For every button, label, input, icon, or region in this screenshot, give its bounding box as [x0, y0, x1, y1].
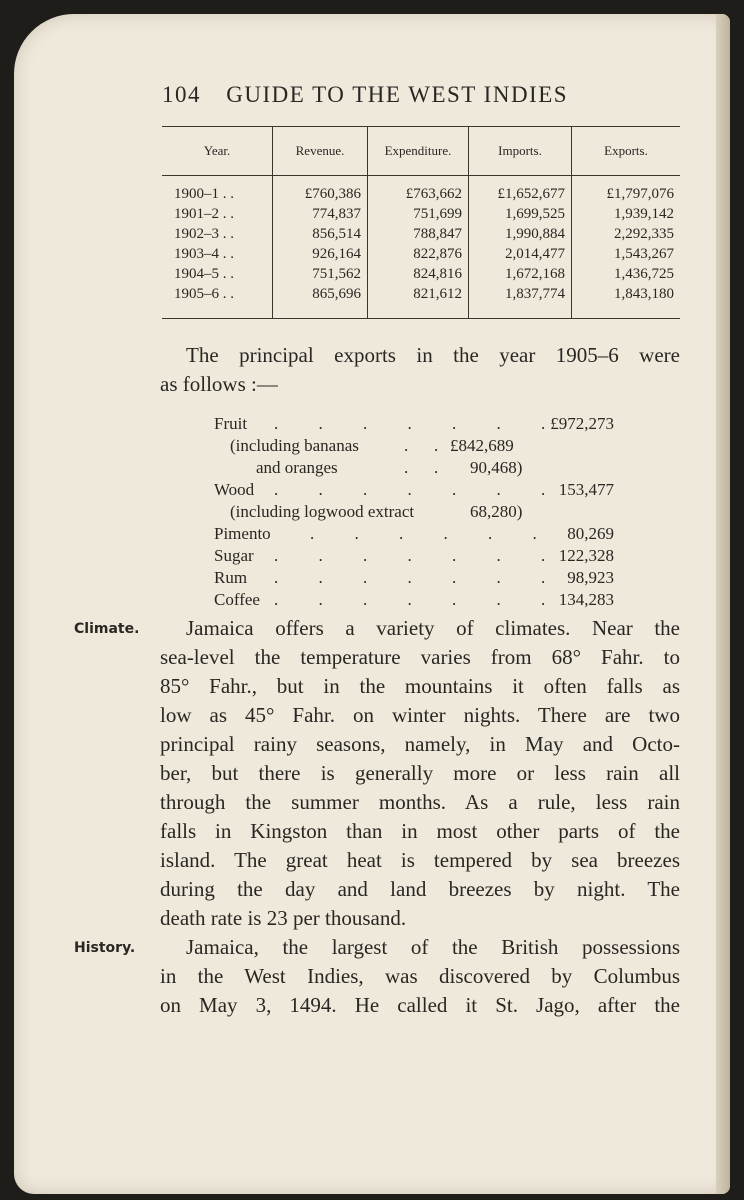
- text-line: death rate is 23 per thousand.: [160, 906, 407, 930]
- revenue-cell: 926,164: [273, 244, 368, 264]
- text-line: low as 45° Fahr. on winter nights. There are two: [160, 703, 680, 727]
- revenue-cell: 856,514: [273, 224, 368, 244]
- year-cell: 1901–2 . .: [174, 205, 234, 222]
- exports-cell: 1,939,142: [572, 204, 681, 224]
- table-row: [162, 224, 680, 244]
- year-cell: 1902–3 . .: [174, 225, 234, 242]
- imports-cell: £1,652,677: [469, 184, 572, 204]
- export-item: Wood . . . . . . . 153,477: [214, 480, 614, 499]
- column-header: Year.: [162, 127, 273, 176]
- table-header-row: [162, 127, 680, 176]
- table-row: [162, 204, 680, 224]
- revenue-cell: £760,386: [273, 184, 368, 204]
- exports-cell: 1,436,725: [572, 264, 681, 284]
- export-value: 122,328: [558, 546, 614, 565]
- table-row: [162, 264, 680, 284]
- text-line: in the West Indies, was discovered by Columbus: [160, 964, 680, 988]
- exports-cell: 2,292,335: [572, 224, 681, 244]
- column-header: Exports.: [572, 127, 681, 176]
- exports-cell: £1,797,076: [572, 184, 681, 204]
- exports-cell: 1,843,180: [572, 284, 681, 304]
- imports-cell: 1,699,525: [469, 204, 572, 224]
- export-item: Pimento . . . . . . 80,269: [214, 524, 614, 543]
- expenditure-cell: 822,876: [368, 244, 469, 264]
- year-cell: 1904–5 . .: [174, 265, 234, 282]
- year-cell: 1903–4 . .: [174, 245, 234, 262]
- export-note-label: and oranges: [256, 458, 338, 477]
- running-title: GUIDE TO THE WEST INDIES: [226, 82, 569, 107]
- book-page: [14, 14, 730, 1194]
- text-line: The principal exports in the year 1905–6 were: [186, 343, 680, 367]
- export-note-value: 90,468): [470, 458, 523, 477]
- margin-note-climate: Climate.: [74, 621, 140, 637]
- climate-paragraph: [160, 614, 680, 933]
- history-paragraph: [160, 933, 680, 1020]
- export-note-label: (including logwood extract: [230, 502, 415, 521]
- margin-note-history: History.: [74, 940, 136, 956]
- export-label: Coffee: [214, 590, 260, 609]
- expenditure-cell: £763,662: [368, 184, 469, 204]
- page-number: 104: [162, 82, 201, 107]
- imports-cell: 2,014,477: [469, 244, 572, 264]
- text-line: falls in Kingston than in most other parts of the: [160, 819, 680, 843]
- column-header: Expenditure.: [368, 127, 469, 176]
- export-note: and oranges . . 90,468): [256, 458, 523, 477]
- text-line: island. The great heat is tempered by sea breezes: [160, 848, 680, 872]
- revenue-cell: 774,837: [273, 204, 368, 224]
- year-cell: 1900–1 . .: [174, 185, 234, 202]
- text-line: principal rainy seasons, namely, in May and Octo-: [160, 732, 680, 756]
- expenditure-cell: 824,816: [368, 264, 469, 284]
- export-value: 80,269: [567, 524, 614, 543]
- export-label: Rum: [214, 568, 248, 587]
- text-line: on May 3, 1494. He called it St. Jago, after the: [160, 993, 680, 1017]
- text-line: 85° Fahr., but in the mountains it often falls as: [160, 674, 680, 698]
- imports-cell: 1,837,774: [469, 284, 572, 304]
- export-label: Pimento: [214, 524, 271, 543]
- exports-intro: [160, 341, 680, 399]
- exports-cell: 1,543,267: [572, 244, 681, 264]
- imports-cell: 1,672,168: [469, 264, 572, 284]
- text-line: sea-level the temperature varies from 68° Fahr. to: [160, 645, 680, 669]
- export-value: 153,477: [558, 480, 614, 499]
- export-value: £972,273: [550, 414, 614, 433]
- revenue-cell: 865,696: [273, 284, 368, 304]
- export-note: (including bananas . . £842,689: [230, 436, 514, 455]
- export-label: Fruit: [214, 414, 248, 433]
- exports-list: [214, 414, 614, 612]
- expenditure-cell: 821,612: [368, 284, 469, 304]
- imports-cell: 1,990,884: [469, 224, 572, 244]
- year-cell: 1905–6 . .: [174, 285, 234, 302]
- column-header: Imports.: [469, 127, 572, 176]
- export-note-value: 68,280): [470, 502, 523, 521]
- export-note: [214, 502, 614, 524]
- text-line: through the summer months. As a rule, less rain: [160, 790, 680, 814]
- export-label: Wood: [214, 480, 255, 499]
- expenditure-cell: 751,699: [368, 204, 469, 224]
- table-row: [162, 284, 680, 304]
- export-label: Sugar: [214, 546, 254, 565]
- expenditure-cell: 788,847: [368, 224, 469, 244]
- page-spine-edge: [716, 14, 730, 1194]
- export-note-label: (including bananas: [230, 436, 359, 455]
- export-item: Coffee . . . . . . . 134,283: [214, 590, 614, 609]
- column-header: Revenue.: [273, 127, 368, 176]
- table-row: [162, 184, 680, 204]
- export-item: Sugar . . . . . . . 122,328: [214, 546, 614, 565]
- text-line: Jamaica, the largest of the British possessions: [186, 935, 680, 959]
- export-note-value: £842,689: [450, 436, 514, 455]
- text-line: as follows :—: [160, 372, 278, 396]
- export-value: 98,923: [567, 568, 614, 587]
- text-line: ber, but there is generally more or less rain all: [160, 761, 680, 785]
- revenue-cell: 751,562: [273, 264, 368, 284]
- export-value: 134,283: [558, 590, 614, 609]
- export-item: Rum . . . . . . . 98,923: [214, 568, 614, 587]
- running-header: [162, 82, 682, 108]
- finance-table: [162, 126, 680, 319]
- text-line: Jamaica offers a variety of climates. Near the: [186, 616, 680, 640]
- export-item: Fruit . . . . . . . £972,273: [214, 414, 614, 433]
- text-line: during the day and land breezes by night. The: [160, 877, 680, 901]
- table-row: [162, 244, 680, 264]
